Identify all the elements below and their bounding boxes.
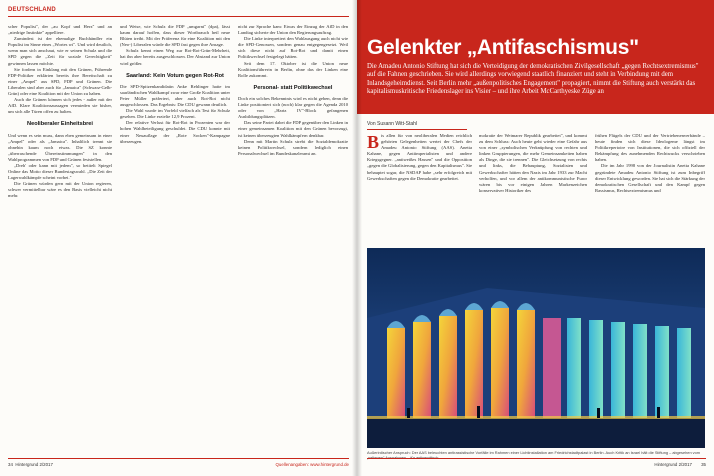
left-column-3 <box>238 24 348 454</box>
paragraph: Auch die Grünen können sich jedes - außer mit der AfD. Klare Koalitionsaussagen vermieden sie bisher, um sich alle Türen offen zu halten. <box>8 97 112 115</box>
paragraph: Die SPD-Spitzenkandidatin Anke Rehlinger hatte im saarländischen Wahlkampf zwar eine Große Koalition unter Peter Müller präferiert, aber auch Rot-Rot nicht ausgeschlossen. Das Ergebnis: Die CDU gewann deutlich. <box>120 83 230 108</box>
paragraph: Denn mit Martin Schulz strebt die Sozialdemokratie keinen Politikwechsel, sondern lediglich einen Personalwechsel im Bundeskanzleramt an. <box>238 138 348 156</box>
paragraph: Die im Jahr 1998 von der Journalistin Anetta Kahane gegründete Amadeu Antonio Stiftung ist zum Inbegriff dieser Entwicklung geworden. Sie hat sich die Stärkung der demokratischen Gesellschaft und den Kampf gegen Rassismus, Rechtsextremismus und <box>595 163 705 193</box>
page-gutter <box>352 0 362 476</box>
paragraph: Die Linke interpretiert den Wahlausgang auch nicht wie die SPD-Genossen, sondern genau entgegengesetzt. Weil sich diese nicht auf Rot-Rot und damit einen Politikwechsel festgelegt hätten. <box>238 36 348 60</box>
paragraph: Und wenn es sein muss, dann eben gemeinsam in einer „Ampel" oder als „Jamaica". Inhaltlich trennt sie ohnehin kaum noch etwas. Die SZ konnte „überraschende Übereinstimmungen" in den Wahlprogrammen von FDP und Grünen feststellen. <box>8 132 112 162</box>
paragraph: Seit dem 17. Oktober ist die Union neue Koalitionsführerin in Berlin, ohne das der Linken eine Rolle zukommt. <box>238 60 348 78</box>
byline-rule <box>367 129 467 130</box>
photo-caption: Außerirdischer Anspruch: Der AAS beleuchten antirassistische Vorfälle im Rahmen einer Lichtinstallation am Friedrichstadtpalast in Berlin. Auch Kritik an Israel hält die Stiftung – abgesehen vom „seltenen" Ausnahmen – für antisemitisch. <box>367 450 701 460</box>
paragraph: Die Wahl wurde im Vorfeld vielfach als Test für Schulz gesehen. Die Linke erzielte 12,9 Prozent. <box>120 108 230 120</box>
right-column-1 <box>367 133 472 251</box>
issue-label: Hintergrund 2/2017 <box>654 462 692 467</box>
left-column-2 <box>120 24 230 454</box>
article-photo <box>367 248 705 448</box>
subheading: Neoliberaler Einheitsbrei <box>27 121 93 128</box>
paragraph: Schulz kennt einen Weg zur Rot-Rot-Grün-Mehrheit, hat ihn aber bereits ausgeschlossen. Der Abstand zur Union wird größer. <box>120 48 230 66</box>
paragraph: nicht zur Sprache kam: Etwas der Einzug der AfD in den Landtag sicherte der Union den Regierungsauftrag. <box>238 24 348 36</box>
section-rule <box>8 16 349 17</box>
paragraph: scher Populist", der „au Kopf und Herz" und an „niedrige Instinkte" appelliere. <box>8 24 112 36</box>
paragraph: Die Grünen würden gern mit der Union regieren, schwer vermittelbar wäre es den Basis vielleicht nicht mehr. <box>8 181 112 199</box>
left-footer <box>8 458 349 468</box>
paragraph: is allen für von neoliberalen Medien reichlich gehörten Gelegenheiten wertet der Chefs der Amadeu Antonio Stiftung (AAS). Anetta Kahane, gegen Antiimperialisten und andere Kriegsgegner. „antiweißes Hassen" und die Opposition „gegen die Globalisierung, gegen den Kapitalismus". Sie behauptet sogar, die NSDAP habe „sehr erfolgreich mit Gewerkschaften gegen die Demokratie gearbeitet. <box>367 133 472 181</box>
subheading: Saarland: Kein Votum gegen Rot-Rot <box>126 72 224 79</box>
paragraph: Doch ein solches Bekenntnis wird es nicht geben, denn die Linke positioniert sich (noch) klar gegen die Agenda 2010 oder von „Hartz IV"-Block gefangenen Ausbildungsplätzen. <box>238 95 348 120</box>
paragraph: Das seine Partei dabei die FDP gegenüber den Linken in einer gemeinsamen Koalition mit den Grünen bevorzugt, ist keinen überzeugten Wahlkämpfern denkbar. <box>238 120 348 138</box>
byline: Von Susann Witt-Stahl <box>367 121 418 127</box>
paragraph: Zumindest ist der ehemalige Buchhändler ein Populist im Sinne eines „Wortes wi". Und wird deutlich, wenn man sich anschaut, wie er seinen Schulz und die SPD gegen die „Zeit für soziale Gerechtigkeit" gewinnen lassen möchte. <box>8 36 112 66</box>
subheading: Personal- statt Politikwechsel <box>253 84 333 91</box>
page-number: 34 Hintergrund 2/2017 <box>8 462 53 467</box>
section-tag: DEUTSCHLAND <box>8 7 56 13</box>
right-column-3 <box>595 133 705 251</box>
drop-cap: B <box>367 133 380 152</box>
page-number: 35 <box>701 462 706 467</box>
paragraph: und Weise, wie Schulz die FDP „umgarnt" (dpa), lässt kaum darauf hoffen, dass dieser Wortbrauch heil neue Blüten treibt. Mit der Präferenz für eine Koalition mit den (Neo-) Liberalen würde die SPD fast gegen ihre Ansage. <box>120 24 230 48</box>
paragraph: mokratie der Weimarer Republik gearbeitet", und kommt zu dem Schluss: Auch heute geht wieder eine Gefahr aus von einer „symbolischen Verknüpfung von rechten und linken Gruppierungen, die mehr Gemeinsamkeiten haben als Dinge, die sie trennen". Die Gleichsetzung von rechts und links, die Behauptung, Sozialisten und Gewerkschafter hätten den Nazis im Jahr 1933 zur Macht verholfen, und vor allem der antikommunistische Furor wären bis vor einigen Jahren Markenzeichen konservativer Historiker des <box>479 133 587 193</box>
paragraph: Sie fordern in Einklang mit den Grünen, Führende FDP-Politiker erklärten bereits ihre Bereitschaft zu einer „Ampel" aus SPD, FDP und Grünen. Die Liberalen sind aber auch für „Jamaica" (Schwarz-Gelb-Grün) oder eine Koalition mit der Union zu haben. <box>8 66 112 97</box>
right-page <box>357 0 714 476</box>
article-headline: Gelenkter „Antifaschismus" <box>367 36 639 59</box>
light-installation-photo <box>367 248 705 448</box>
footer-url[interactable]: Quellenangaben: www.hintergrund.de <box>275 462 349 467</box>
paragraph: „Dreh' oder kann mit jedem", so betitelt Spiegel Online das Motto dieser Bundestagswahl. „Die Zeit der Lagerwahlkämpfe scheint vorbei." <box>8 162 112 181</box>
paragraph: Der relative Verlust für Rot-Rot in Prozenten war der hohen Wahlbeteiligung geschuldet. Die CDU konnte mit einer Neuauflage der „Rote Socken"-Kampagne überzeugen. <box>120 120 230 144</box>
article-lead: Die Amadeu Antonio Stiftung hat sich die Verteidigung der demokratischen Zivilgesellschaft „gegen Rechtsextremismus" auf die Fahnen geschrieben. Sie wird allerdings vorwiegend staatlich finanziert und steht in Verbindung mit dem Inlandsgeheimdienst. Seit Berlin mehr „außenpolitisches Engagement" propagiert, nimmt die Stiftung auch verstärkt das kapitalismuskritische Friedenslager ins Visier – und ihre Arbeit McCarthyeske Züge an <box>367 63 699 96</box>
paragraph: frühen Flügels der CDU und der Vertriebenenverbände – heute finden sich diese Ideologeme längst im Politikrepertoire von Institutionen, die sich offiziell der Bekämpfung des zunehmenden Rechtsrucks verschrieben haben. <box>595 133 705 163</box>
right-column-2 <box>479 133 587 251</box>
left-column-1 <box>8 24 112 454</box>
right-footer <box>367 458 706 468</box>
